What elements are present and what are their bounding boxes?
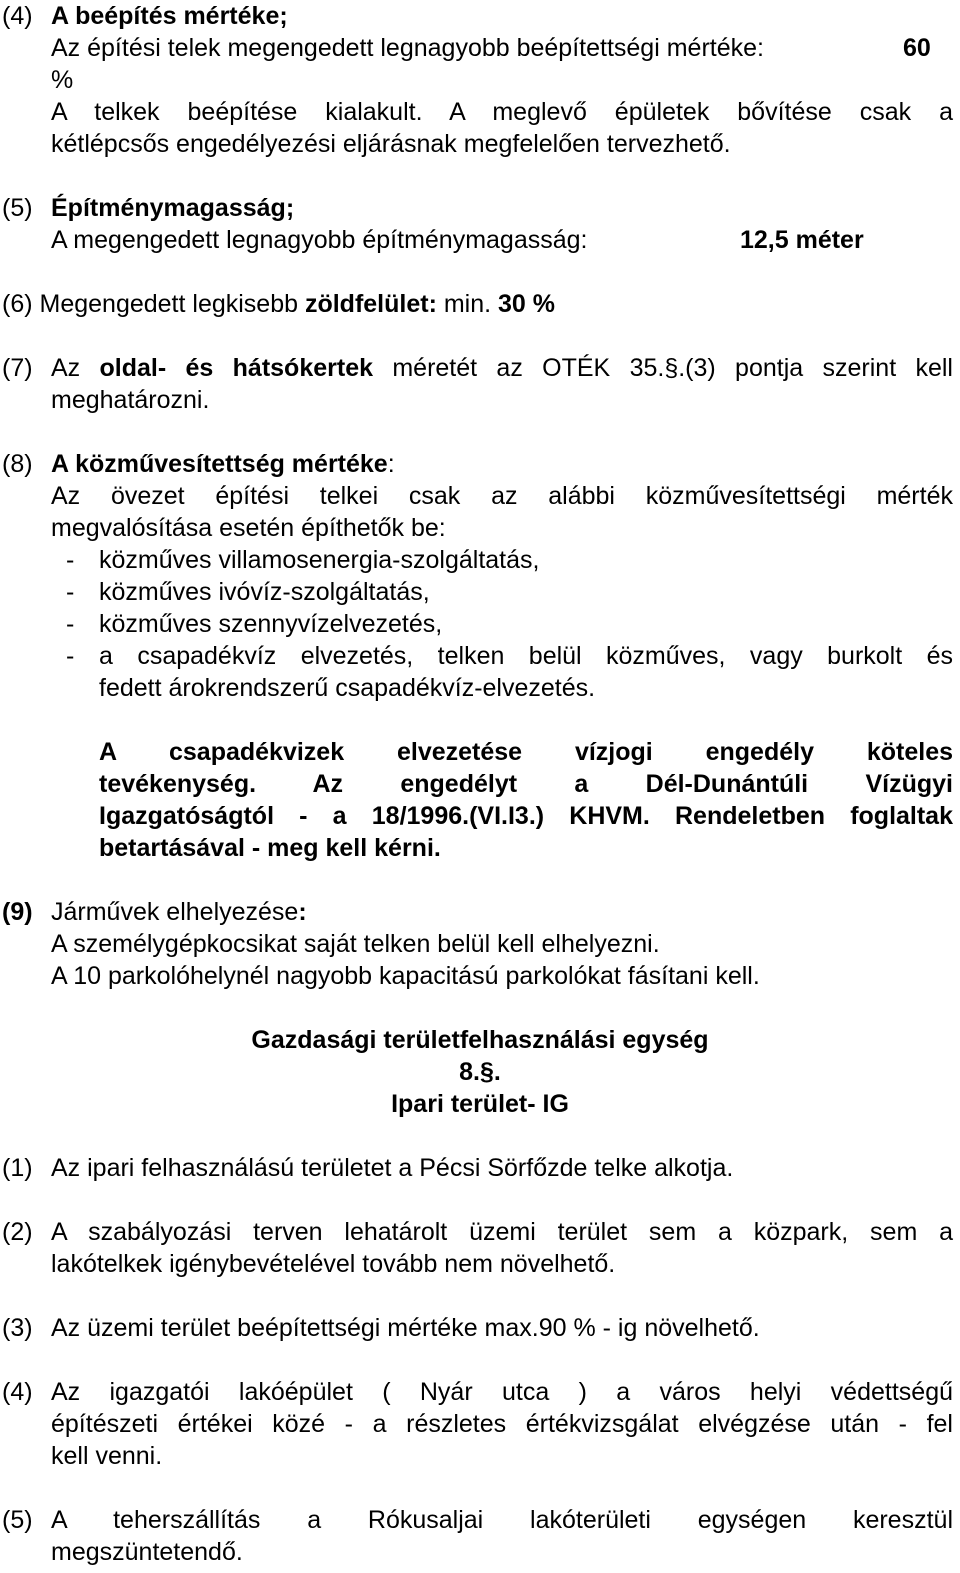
note-line-1: A csapadékvizek elvezetése vízjogi engedély köteles — [99, 738, 953, 766]
para-4-line-3: A telkek beépítése kialakult. A meglevő épületek bővítése csak a — [51, 98, 953, 126]
section-heading-line-2: 8.§. — [459, 1058, 501, 1086]
list-item-2: közműves ivóvíz-szolgáltatás, — [99, 578, 430, 606]
s8-para-5-line-1: A teherszállítás a Rókusaljai lakóterületi egységen keresztül — [51, 1506, 953, 1534]
para-6-value: 30 % — [498, 290, 556, 318]
list-dash: - — [66, 610, 75, 638]
list-dash: - — [66, 578, 75, 606]
para-7-number: (7) — [2, 354, 33, 382]
para-4-unit: % — [51, 66, 74, 94]
para-5-number: (5) — [2, 194, 33, 222]
s8-para-2-line-2: lakótelkek igénybevételével tovább nem növelhető. — [51, 1250, 616, 1278]
para-7-line-1 — [51, 352, 953, 384]
para-4-title: A beépítés mértéke; — [51, 2, 288, 30]
para-8-number: (8) — [2, 450, 33, 478]
s8-para-4-line-2: építészeti értékei közé - a részletes értékvizsgálat elvégzése után - fel — [51, 1410, 953, 1438]
para-4-number: (4) — [2, 2, 33, 30]
s8-para-4-line-1: Az igazgatói lakóépület ( Nyár utca ) a város helyi védettségű — [51, 1378, 953, 1406]
para-4-line-1: Az építési telek megengedett legnagyobb beépítettségi mértéke: — [51, 34, 764, 62]
s8-para-3: Az üzemi terület beépítettségi mértéke max.90 % - ig növelhető. — [51, 1314, 760, 1342]
para-7-line-2: meghatározni. — [51, 386, 210, 414]
para-6-text: (6) Megengedett legkisebb — [2, 290, 305, 318]
para-9-heading — [51, 896, 307, 928]
s8-para-5-number: (5) — [2, 1506, 33, 1534]
s8-para-2-line-1: A szabályozási terven lehatárolt üzemi terület sem a közpark, sem a — [51, 1218, 953, 1246]
para-8-title: A közművesítettség mértéke — [51, 450, 388, 478]
para-9-line-2: A 10 parkolóhelynél nagyobb kapacitású parkolókat fásítani kell. — [51, 962, 760, 990]
note-line-4: betartásával - meg kell kérni. — [99, 834, 441, 862]
s8-para-5-line-2: megszüntetendő. — [51, 1538, 243, 1566]
list-item-3: közműves szennyvízelvezetés, — [99, 610, 443, 638]
s8-para-3-number: (3) — [2, 1314, 33, 1342]
para-9-title: Járművek elhelyezése — [51, 898, 299, 926]
para-8-colon: : — [387, 450, 395, 478]
note-line-3: Igazgatóságtól - a 18/1996.(VI.I3.) KHVM. Rendeletben foglaltak — [99, 802, 953, 830]
para-9-colon: : — [298, 898, 307, 926]
para-8-line-1: Az övezet építési telkei csak az alábbi közművesítettségi mérték — [51, 482, 953, 510]
section-heading-line-1: Gazdasági területfelhasználási egység — [251, 1026, 709, 1054]
para-8-heading — [51, 448, 395, 480]
para-6-bold: zöldfelület: — [304, 290, 437, 318]
list-dash: - — [66, 546, 75, 574]
s8-para-2-number: (2) — [2, 1218, 33, 1246]
s8-para-1-number: (1) — [2, 1154, 33, 1182]
para-6 — [2, 288, 555, 320]
para-4-value: 60 — [903, 34, 931, 62]
para-9-line-1: A személygépkocsikat saját telken belül kell elhelyezni. — [51, 930, 660, 958]
list-item-4-line-2: fedett árokrendszerű csapadékvíz-elvezetés. — [99, 674, 596, 702]
para-7-post: méretét az OTÉK 35.§.(3) pontja szerint kell — [373, 354, 953, 382]
list-item-4: a csapadékvíz elvezetés, telken belül közműves, vagy burkolt és — [99, 642, 953, 670]
list-dash: - — [66, 642, 75, 670]
para-7-pre: Az — [51, 354, 100, 382]
para-9-number: (9) — [2, 898, 33, 926]
section-heading-line-3: Ipari terület- IG — [391, 1090, 569, 1118]
list-item-1: közműves villamosenergia-szolgáltatás, — [99, 546, 540, 574]
para-5-value: 12,5 méter — [740, 226, 864, 254]
para-7-bold: oldal- és hátsókertek — [99, 354, 373, 382]
s8-para-1: Az ipari felhasználású területet a Pécsi Sörfőzde telke alkotja. — [51, 1154, 734, 1182]
para-6-rest: min. — [436, 290, 499, 318]
note-line-2: tevékenység. Az engedélyt a Dél-Dunántúli Vízügyi — [99, 770, 953, 798]
para-5-label: A megengedett legnagyobb építménymagasság: — [51, 226, 588, 254]
para-5-title: Építménymagasság; — [51, 194, 295, 222]
para-4-line-4: kétlépcsős engedélyezési eljárásnak megfelelően tervezhető. — [51, 130, 731, 158]
para-8-line-2: megvalósítása esetén építhetők be: — [51, 514, 446, 542]
s8-para-4-line-3: kell venni. — [51, 1442, 163, 1470]
s8-para-4-number: (4) — [2, 1378, 33, 1406]
